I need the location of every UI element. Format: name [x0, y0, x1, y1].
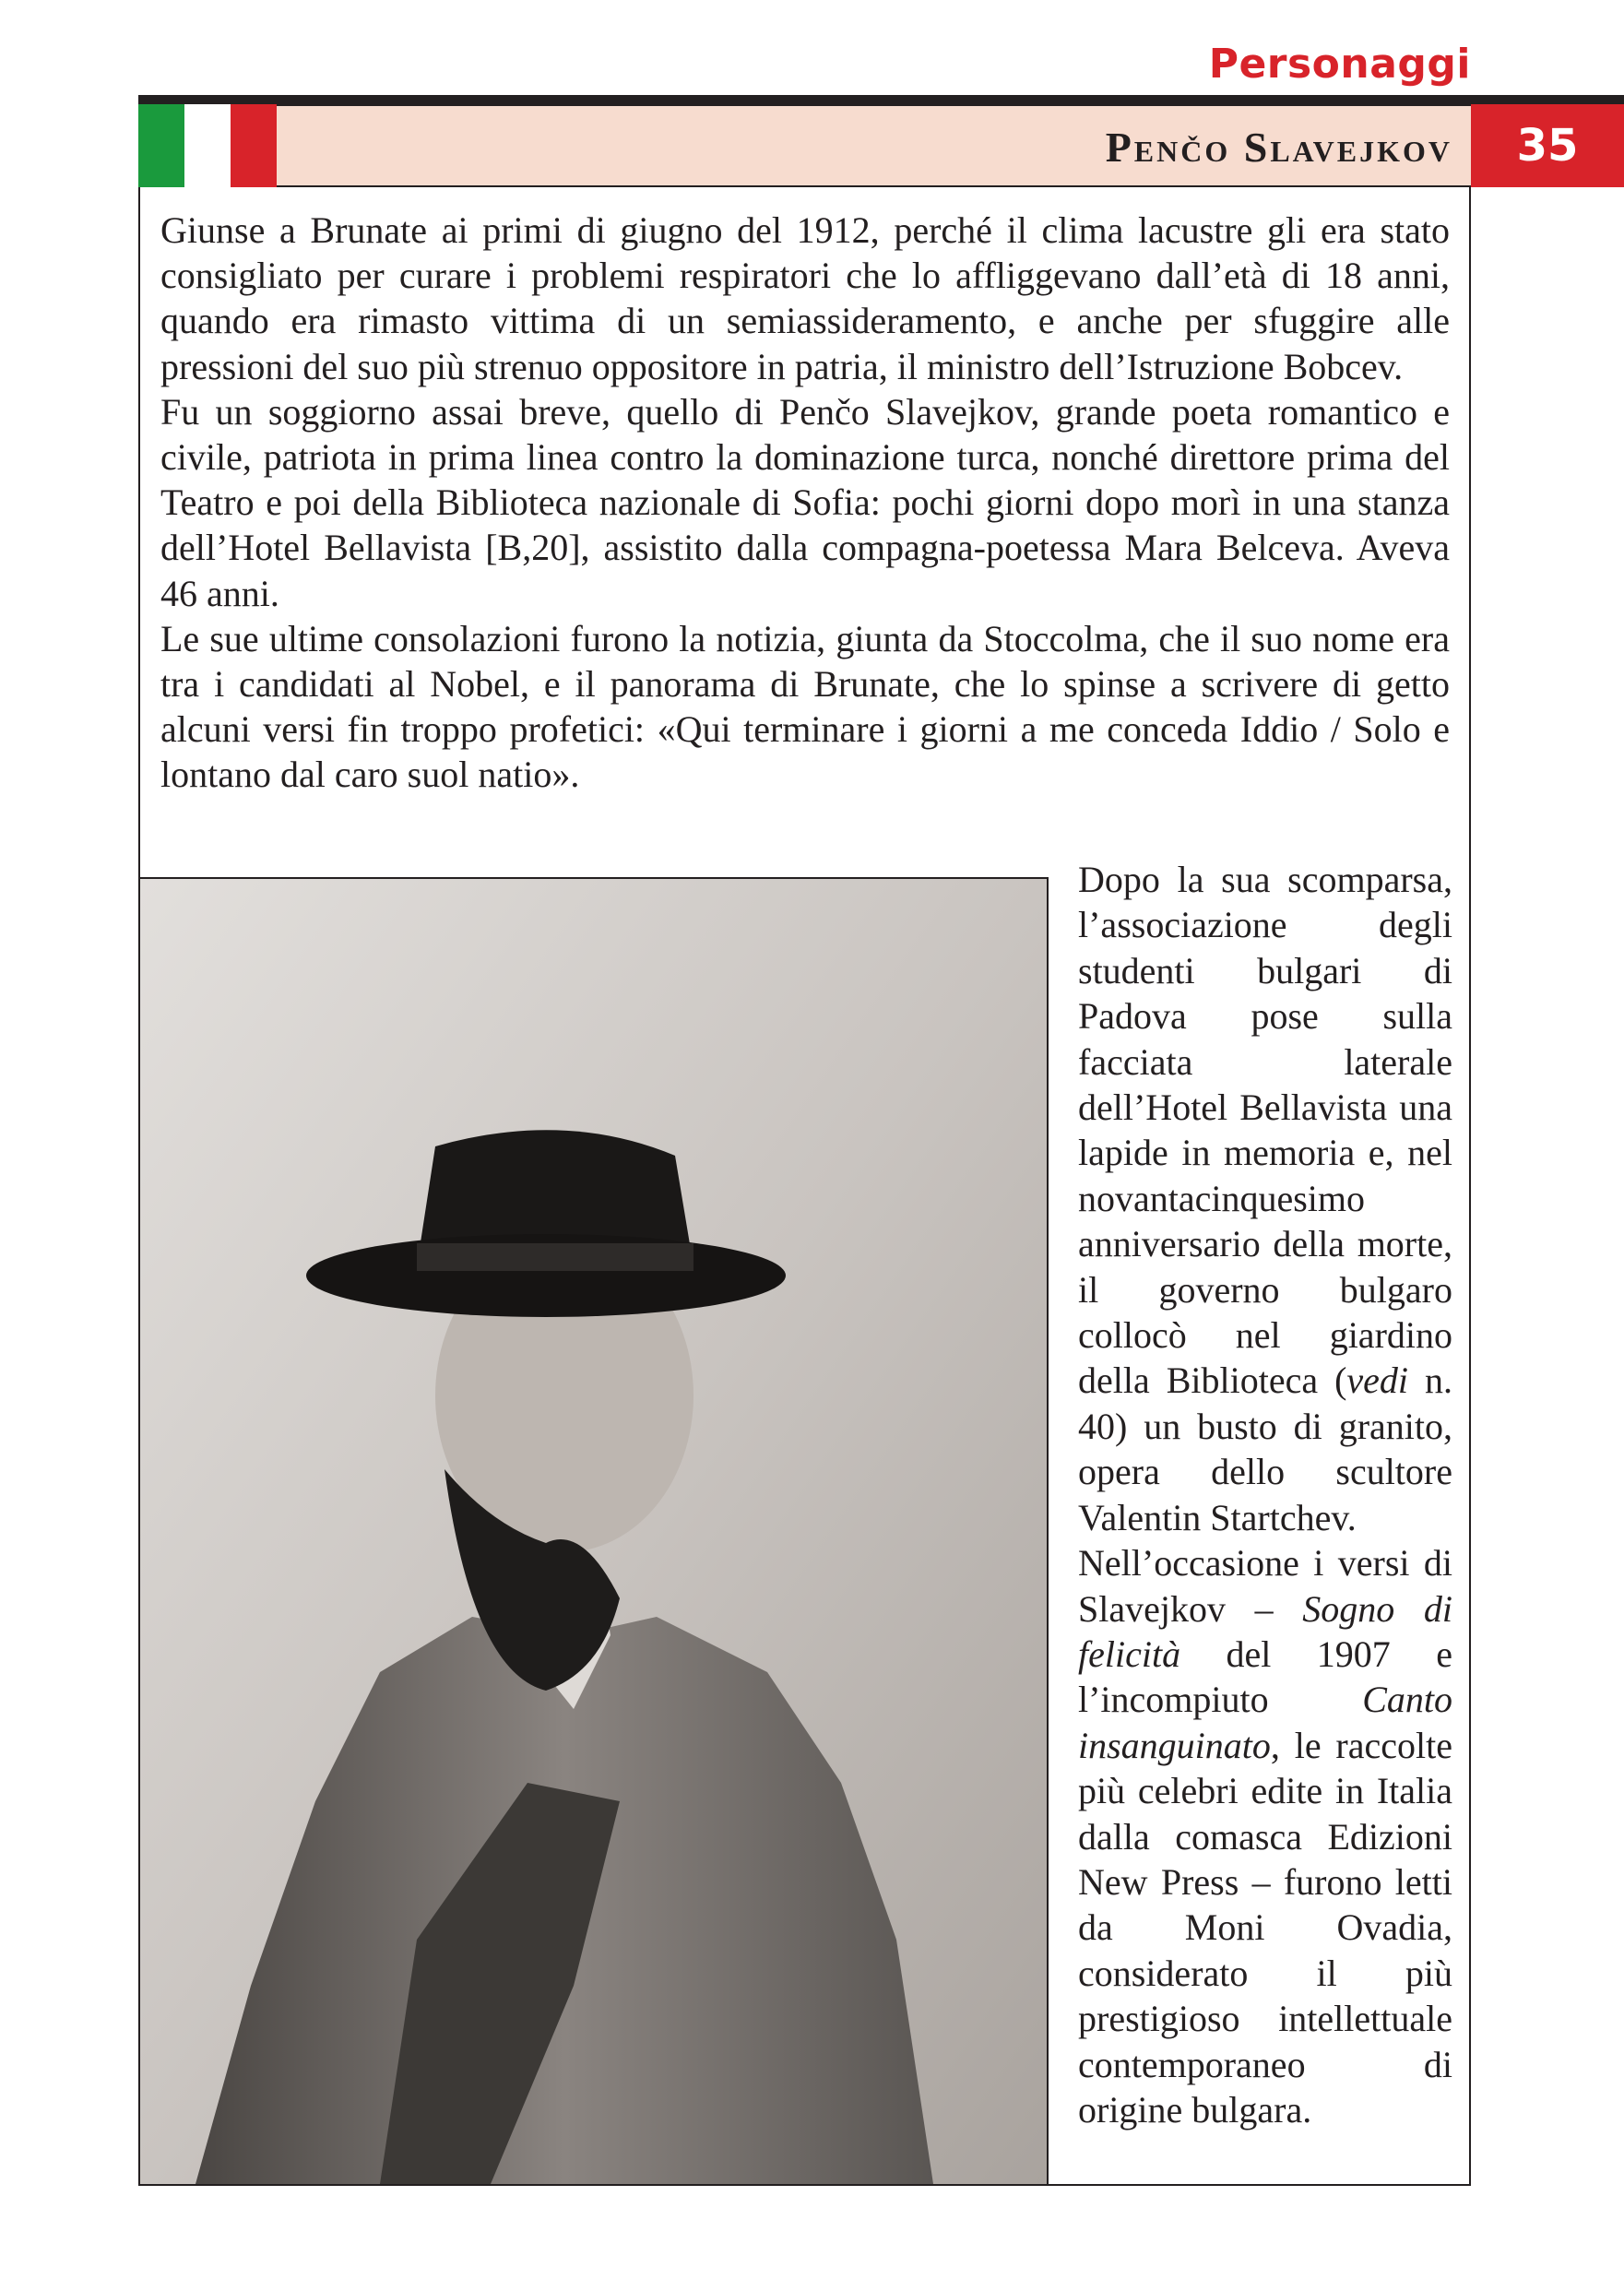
page-title: Penčo Slavejkov — [1105, 124, 1452, 171]
italian-flag-icon — [138, 104, 277, 187]
header-rule — [138, 95, 1624, 104]
side-paragraph — [1078, 1540, 1452, 2132]
portrait-photo — [140, 877, 1049, 2184]
text-run: n. 40) un busto di granito, opera dello scultore Valentin Startchev. — [1078, 1359, 1453, 1538]
text-run: , le raccolte più celebri edite in Italia dalla comasca Edizioni New Press – furono letti da Moni Ovadia, considerato il più prestigioso intellettuale contemporaneo di origine bulgara. — [1078, 1724, 1452, 2131]
intro-paragraph: Le sue ultime consolazioni furono la notizia, giunta da Stoccolma, che il suo nome era tra i candidati al Nobel, e il panorama di Brunate, che lo spinse a scrivere di getto alcuni versi fin troppo profetici: «Qui terminare i giorni a me conceda Iddio / Solo e lontano dal caro suol natio». — [160, 617, 1450, 796]
text-run-italic: Sogno di felicità — [1078, 1587, 1452, 1675]
side-paragraph — [1078, 857, 1452, 1540]
side-text — [1078, 857, 1452, 2132]
text-run: Dopo la sua scomparsa, l’associazione degli studenti bulgari di Padova pose sulla facciata laterale dell’Hotel Bellavista una lapide in memoria e, nel novantacinquesimo anniversario della morte, il governo bulgaro collocò nel giardino della Biblioteca ( — [1078, 859, 1452, 1402]
text-run-italic: Canto insanguinato — [1078, 1679, 1452, 1766]
section-label: Personaggi — [1208, 41, 1471, 88]
intro-text — [160, 208, 1450, 798]
intro-paragraph: Giunse a Brunate ai primi di giugno del 1912, perché il clima lacustre gli era stato consigliato per curare i problemi respiratori che lo affliggevano dall’età di 18 anni, quando era rimasto vittima di un semiassideramento, e anche per sfuggire alle pressioni del suo più strenuo oppositore in patria, il ministro dell’Istruzione Bobcev. — [160, 209, 1450, 387]
content-frame — [138, 187, 1471, 2186]
intro-paragraph: Fu un soggiorno assai breve, quello di Penčo Slavejkov, grande poeta romantico e civile, patriota in prima linea contro la dominazione turca, nonché direttore prima del Teatro e poi della Biblioteca nazionale di Sofia: pochi giorni dopo morì in una stanza dell’Hotel Bellavista [B,20], assistito dalla compagna-poetessa Mara Belceva. Aveva 46 anni. — [160, 390, 1450, 614]
page-number: 35 — [1471, 104, 1624, 187]
text-run: del 1907 e l’incompiuto — [1078, 1632, 1452, 1721]
text-run: Nell’occasione i versi di Slavejkov – — [1078, 1542, 1452, 1630]
title-bar — [277, 104, 1471, 187]
text-run-italic: vedi — [1346, 1359, 1409, 1402]
